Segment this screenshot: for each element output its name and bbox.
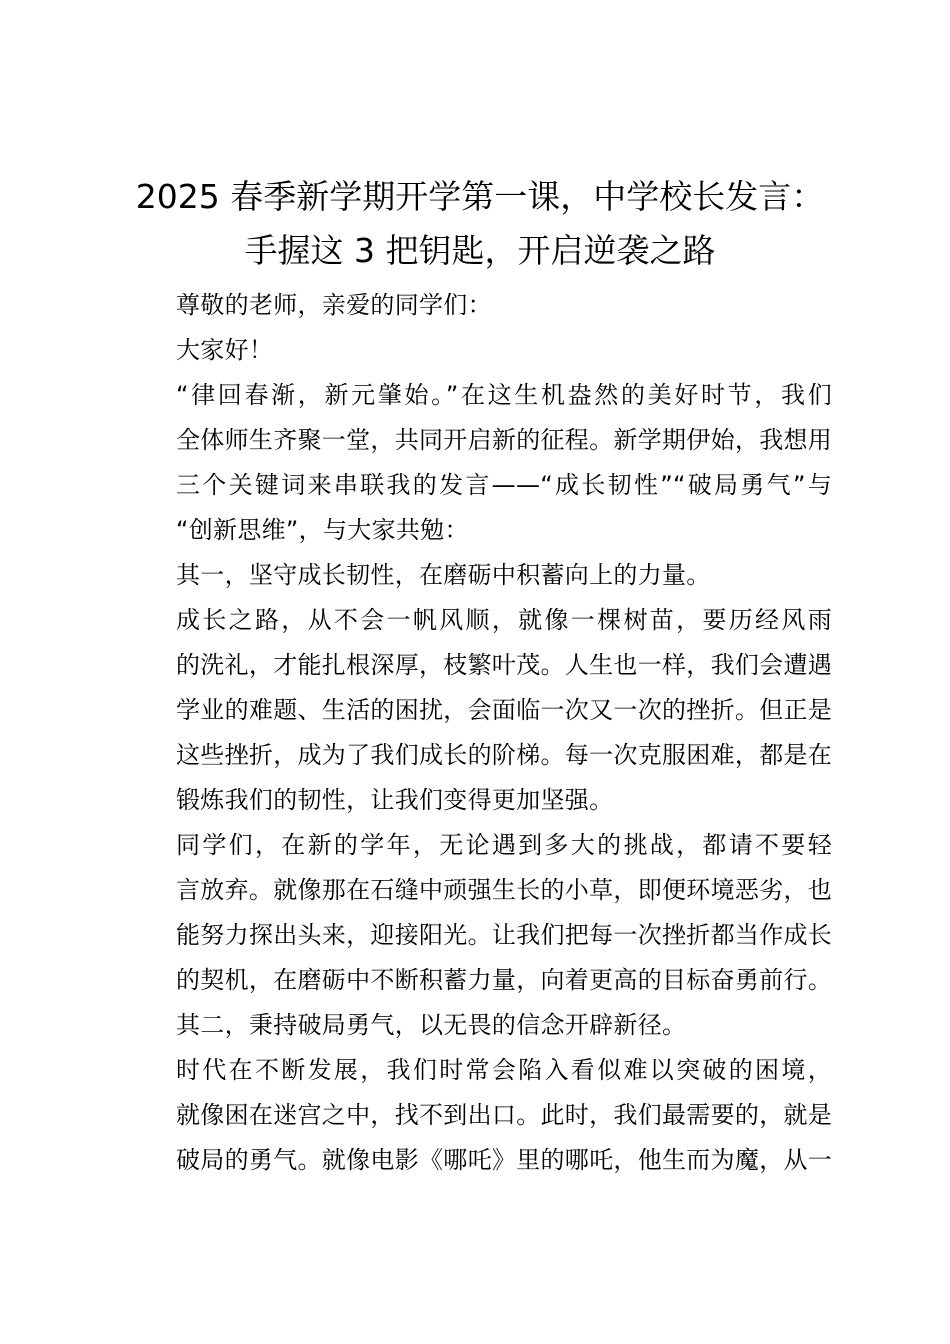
paragraph-line: 言放弃。就像那在石缝中顽强生长的小草，即便环境恶劣，也 bbox=[176, 876, 833, 904]
paragraph-line: “律回春渐，新元肇始。”在这生机盎然的美好时节，我们 bbox=[176, 381, 832, 409]
paragraph-line: 锻炼我们的韧性，让我们变得更加坚强。 bbox=[176, 786, 614, 814]
paragraph-line: 同学们，在新的学年，无论遇到多大的挑战，都请不要轻 bbox=[176, 831, 832, 859]
paragraph-line: “创新思维”，与大家共勉： bbox=[176, 516, 469, 544]
paragraph-line: 大家好！ bbox=[176, 336, 274, 364]
paragraph-line: 能努力探出头来，迎接阳光。让我们把每一次挫折都当作成长 bbox=[176, 921, 833, 949]
paragraph bbox=[128, 328, 832, 373]
document-page bbox=[128, 170, 832, 1183]
paragraph-line: 学业的难题、生活的困扰，会面临一次又一次的挫折。但正是 bbox=[176, 696, 833, 724]
document-title bbox=[118, 170, 842, 278]
paragraph-line: 这些挫折，成为了我们成长的阶梯。每一次克服困难，都是在 bbox=[176, 741, 833, 769]
paragraph-line: 就像困在迷宫之中，找不到出口。此时，我们最需要的，就是 bbox=[176, 1101, 833, 1129]
paragraph-line: 其一，坚守成长韧性，在磨砺中积蓄向上的力量。 bbox=[176, 561, 711, 589]
title-line-1: 2025 春季新学期开学第一课，中学校长发言： bbox=[135, 177, 825, 216]
paragraph-line: 的契机，在磨砺中不断积蓄力量，向着更高的目标奋勇前行。 bbox=[176, 966, 833, 994]
paragraph bbox=[128, 1003, 832, 1048]
paragraph bbox=[128, 283, 832, 328]
paragraph bbox=[128, 1048, 832, 1183]
paragraph bbox=[128, 598, 832, 823]
paragraph bbox=[128, 823, 832, 1003]
paragraph-line: 三个关键词来串联我的发言——“成长韧性”“破局勇气”与 bbox=[176, 471, 832, 499]
paragraph-line: 其二，秉持破局勇气，以无畏的信念开辟新径。 bbox=[176, 1011, 687, 1039]
paragraph-line: 破局的勇气。就像电影《哪吒》里的哪吒，他生而为魔，从一 bbox=[176, 1146, 833, 1174]
paragraph-line: 尊敬的老师，亲爱的同学们： bbox=[176, 291, 492, 319]
paragraph-line: 全体师生齐聚一堂，共同开启新的征程。新学期伊始，我想用 bbox=[176, 426, 833, 454]
paragraph-line: 的洗礼，才能扎根深厚，枝繁叶茂。人生也一样，我们会遭遇 bbox=[176, 651, 833, 679]
title-line-2: 手握这 3 把钥匙，开启逆袭之路 bbox=[244, 231, 716, 270]
paragraph bbox=[128, 553, 832, 598]
paragraph-line: 成长之路，从不会一帆风顺，就像一棵树苗，要历经风雨 bbox=[176, 606, 832, 634]
paragraph-line: 时代在不断发展，我们时常会陷入看似难以突破的困境， bbox=[176, 1056, 832, 1084]
paragraph bbox=[128, 373, 832, 553]
document-body bbox=[128, 283, 832, 1183]
